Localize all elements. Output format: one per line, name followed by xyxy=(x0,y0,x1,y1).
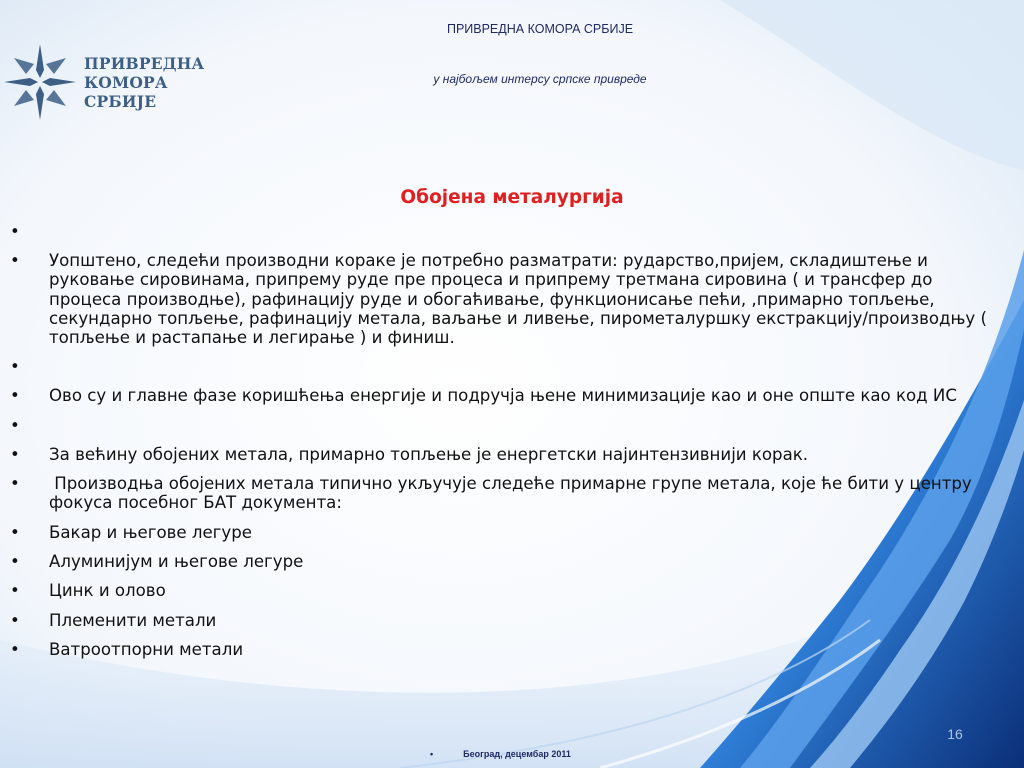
page-number: 16 xyxy=(947,726,963,742)
bullet-item-primary-smelting xyxy=(8,445,998,464)
bullet-text: Уопштено, следећи производни кораке је потребно разматрати: рударство,пријем, складиштење и руковање сировинама, припрему руде пре процеса и припрему третмана сировина ( и трансфер до процеса производње), рафинацију руде и обогаћивање, функционисање пећи, ,примарно топљење, секундарно топљење, рафинацију метала, ваљање и ливење, пирометалуршку екстракцију/производњу ( топљење и растапање и легирање ) и финиш. xyxy=(49,251,987,348)
bullet-text: Ватроотпорни метали xyxy=(49,639,244,659)
bullet-item-aluminium xyxy=(8,552,998,571)
bullet-dot: • xyxy=(10,522,20,542)
bullet-dot: • xyxy=(10,474,20,494)
logo-line-1: ПРИВРЕДНА xyxy=(84,54,205,73)
bullet-text: Ово су и главне фазе коришћења енергије и подручја њене минимизације као и оне опште као код ИС xyxy=(49,386,957,406)
bullet-dot: • xyxy=(10,639,20,659)
bullet-item-metal-groups xyxy=(8,474,998,513)
bullet-dot: • xyxy=(10,357,20,377)
bullet-dot: • xyxy=(10,610,20,630)
header-org-title: ПРИВРЕДНА КОМОРА СРБИЈЕ xyxy=(446,22,634,36)
bullet-item-production-steps xyxy=(8,251,998,347)
bullet-list xyxy=(8,222,998,669)
bullet-item-refractory-metals xyxy=(8,640,998,659)
bullet-item-empty-3 xyxy=(8,416,998,435)
bullet-item-empty-2 xyxy=(8,357,998,376)
bullet-dot: • xyxy=(10,551,20,571)
bullet-item-precious-metals xyxy=(8,611,998,630)
slide-title: Обојена металургија xyxy=(400,187,624,208)
bullet-dot: • xyxy=(10,222,20,241)
footer-text: Београд, децембар 2011 xyxy=(463,749,571,759)
bullet-item-empty-1 xyxy=(8,222,998,241)
bullet-text: Производња обојених метала типично укључује следеће примарне групе метала, које ће бити у центру фокуса посебног БАТ документа: xyxy=(49,474,978,513)
bullet-item-copper xyxy=(8,523,998,542)
bullet-text: Племенити метали xyxy=(49,610,217,630)
footer xyxy=(430,749,571,759)
header-motto: у најбољем интерсу српске привреде xyxy=(433,72,647,86)
bullet-dot: • xyxy=(10,251,20,270)
bullet-item-zinc-lead xyxy=(8,581,998,600)
bullet-dot: • xyxy=(10,581,20,601)
bullet-dot: • xyxy=(10,444,20,464)
logo-wordmark xyxy=(84,54,204,111)
footer-bullet: • xyxy=(430,749,434,759)
bullet-dot: • xyxy=(10,386,20,406)
bullet-text: Бакар и његове легуре xyxy=(49,522,252,542)
bullet-text: Алуминијум и његове легуре xyxy=(49,551,304,571)
bullet-text: За већину обојених метала, примарно топљење је енергетски најинтензивнији корак. xyxy=(49,444,809,464)
bullet-text: Цинк и олово xyxy=(49,581,166,601)
bullet-item-energy-phases xyxy=(8,386,998,405)
logo-line-2: КОМОРА xyxy=(84,73,168,92)
logo-line-3: СРБИЈЕ xyxy=(84,92,157,111)
bullet-dot: • xyxy=(10,415,20,435)
